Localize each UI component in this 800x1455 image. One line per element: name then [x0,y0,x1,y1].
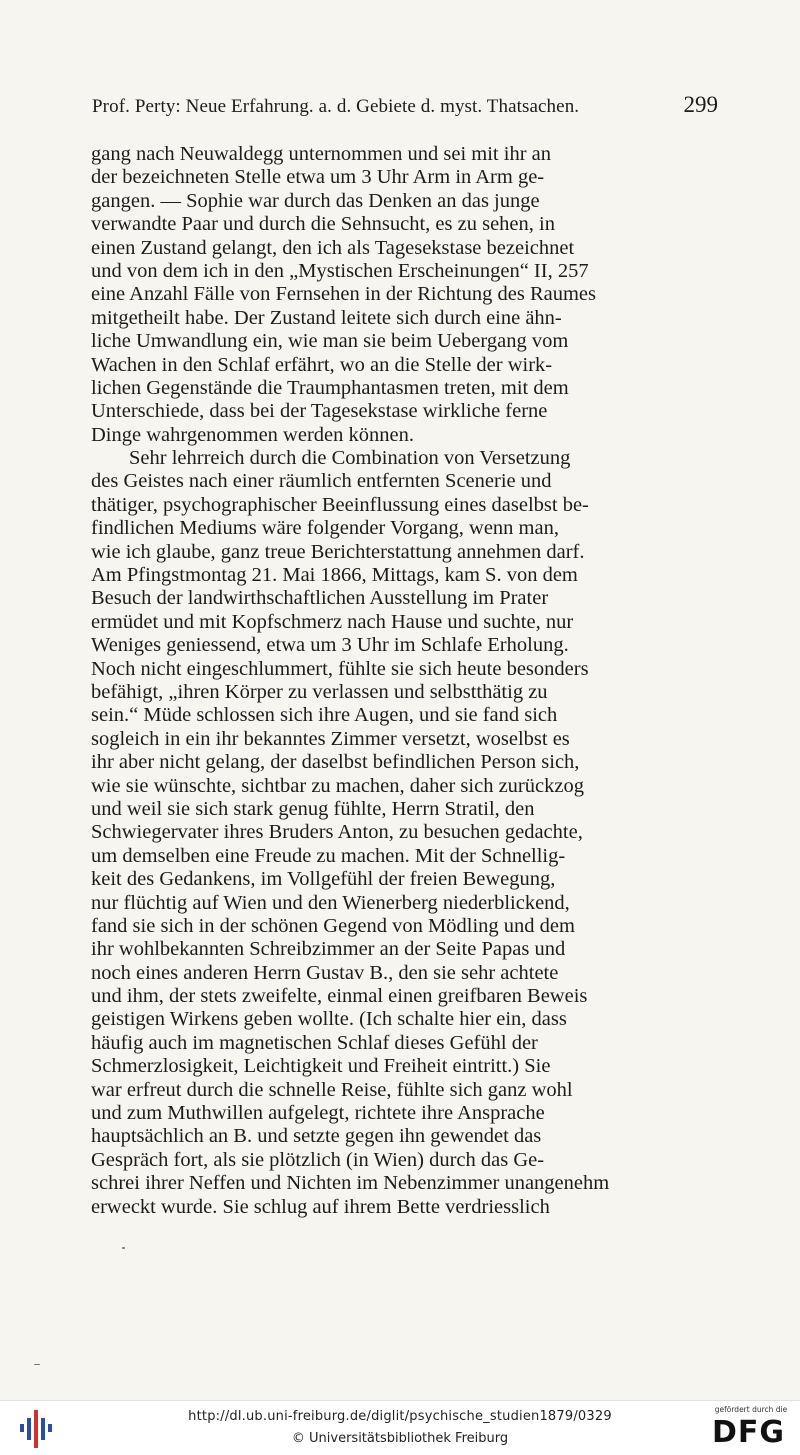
text-line: findlichen Mediums wäre folgender Vorgang, wenn man, [91,517,559,540]
text-line: keit des Gedankens, im Vollgefühl der freien Bewegung, [91,868,556,891]
text-line: und zum Muthwillen aufgelegt, richtete ihre Ansprache [91,1102,545,1125]
scan-speck [34,1364,40,1365]
text-line: um demselben eine Freude zu machen. Mit der Schnellig- [91,844,566,867]
dfg-caption: gefördert durch die [714,1405,788,1414]
text-line: Weniges geniessend, etwa um 3 Uhr im Schlafe Erholung. [91,634,569,657]
text-line: ihr aber nicht gelang, der daselbst befindlichen Person sich, [91,751,580,774]
text-line: war erfreut durch die schnelle Reise, fühlte sich ganz wohl [91,1078,573,1101]
text-line: thätiger, psychographischer Beeinflussung eines daselbst be- [91,493,589,516]
text-line: verwandte Paar und durch die Sehnsucht, es zu sehen, in [91,213,555,236]
scan-speck [122,1247,125,1249]
text-line: sogleich in ein ihr bekanntes Zimmer versetzt, woselbst es [91,727,570,750]
text-line: Noch nicht eingeschlummert, fühlte sie sich heute besonders [91,657,589,680]
text-line: und ihm, der stets zweifelte, einmal einen greifbaren Beweis [91,985,588,1008]
text-line: fand sie sich in der schönen Gegend von Mödling und dem [91,914,575,937]
text-line: Am Pfingstmontag 21. Mai 1866, Mittags, kam S. von dem [91,564,578,587]
header-title: Prof. Perty: Neue Erfahrung. a. d. Gebiete d. myst. Thatsachen. [92,96,580,117]
text-line: hauptsächlich an B. und setzte gegen ihn gewendet das [91,1125,542,1148]
text-line: ermüdet und mit Kopfschmerz nach Hause und suchte, nur [91,610,574,633]
text-line: mitgetheilt habe. Der Zustand leitete sich durch eine ähn- [91,306,562,329]
running-header [92,92,718,122]
text-line: Dinge wahrgenommen werden können. [91,423,414,446]
text-line: wie ich glaube, ganz treue Berichterstattung annehmen darf. [91,540,585,563]
dfg-mark: DFG [712,1415,786,1450]
text-line: eine Anzahl Fälle von Fernsehen in der Richtung des Raumes [91,283,596,306]
text-line: Sehr lehrreich durch die Combination von Versetzung [129,447,571,470]
text-line: lichen Gegenstände die Traumphantasmen treten, mit dem [91,376,569,399]
text-line: gang nach Neuwaldegg unternommen und sei mit ihr an [91,143,551,165]
body-text [91,143,719,1219]
text-line: und weil sie sich stark genug fühlte, Herrn Stratil, den [91,797,535,820]
text-line: einen Zustand gelangt, den ich als Tagesekstase bezeichnet [91,236,575,259]
text-line: sein.“ Müde schlossen sich ihre Augen, und sie fand sich [91,704,558,727]
text-line: geistigen Wirkens geben wollte. (Ich schalte hier ein, dass [91,1008,567,1031]
text-line: liche Umwandlung ein, wie man sie beim Uebergang vom [91,330,569,353]
text-line: häufig auch im magnetischen Schlaf dieses Gefühl der [91,1031,538,1054]
text-line: ihr wohlbekannten Schreibzimmer an der Seite Papas und [91,938,566,961]
text-line: wie sie wünschte, sichtbar zu machen, daher sich zurückzog [91,774,584,797]
text-line: und von dem ich in den „Mystischen Erscheinungen“ II, 257 [91,259,589,282]
text-line: Unterschiede, dass bei der Tagesekstase wirkliche ferne [91,400,548,423]
text-line: nur flüchtig auf Wien und den Wienerberg niederblickend, [91,891,570,914]
text-line: erweckt wurde. Sie schlug auf ihrem Bette verdriesslich [91,1195,550,1218]
text-line: gangen. — Sophie war durch das Denken an das junge [91,189,540,212]
footer-bar [0,1400,800,1455]
dfg-logo [706,1405,796,1453]
text-line: befähigt, „ihren Körper zu verlassen und selbstthätig zu [91,680,548,703]
text-line: der bezeichneten Stelle etwa um 3 Uhr Arm in Arm ge- [91,166,545,189]
text-line: Gespräch fort, als sie plötzlich (in Wien) durch das Ge- [91,1148,545,1171]
text-line: Schmerzlosigkeit, Leichtigkeit und Freiheit eintritt.) Sie [91,1055,551,1078]
text-line: Schwiegervater ihres Bruders Anton, zu besuchen gedachte, [91,821,583,844]
text-line: Besuch der landwirthschaftlichen Ausstellung im Prater [91,587,549,610]
footer-copyright: © Universitätsbibliothek Freiburg [291,1431,509,1446]
text-line: Wachen in den Schlaf erfährt, wo an die Stelle der wirk- [91,353,553,376]
text-line: des Geistes nach einer räumlich entfernten Scenerie und [91,470,552,493]
page-number: 299 [683,92,718,117]
text-line: noch eines anderen Herrn Gustav B., den sie sehr achtete [91,961,559,984]
footer-url-link[interactable]: http://dl.ub.uni-freiburg.de/diglit/psychische_studien1879/0329 [188,1409,612,1424]
text-line: schrei ihrer Neffen und Nichten im Nebenzimmer unangenehm [91,1172,610,1195]
